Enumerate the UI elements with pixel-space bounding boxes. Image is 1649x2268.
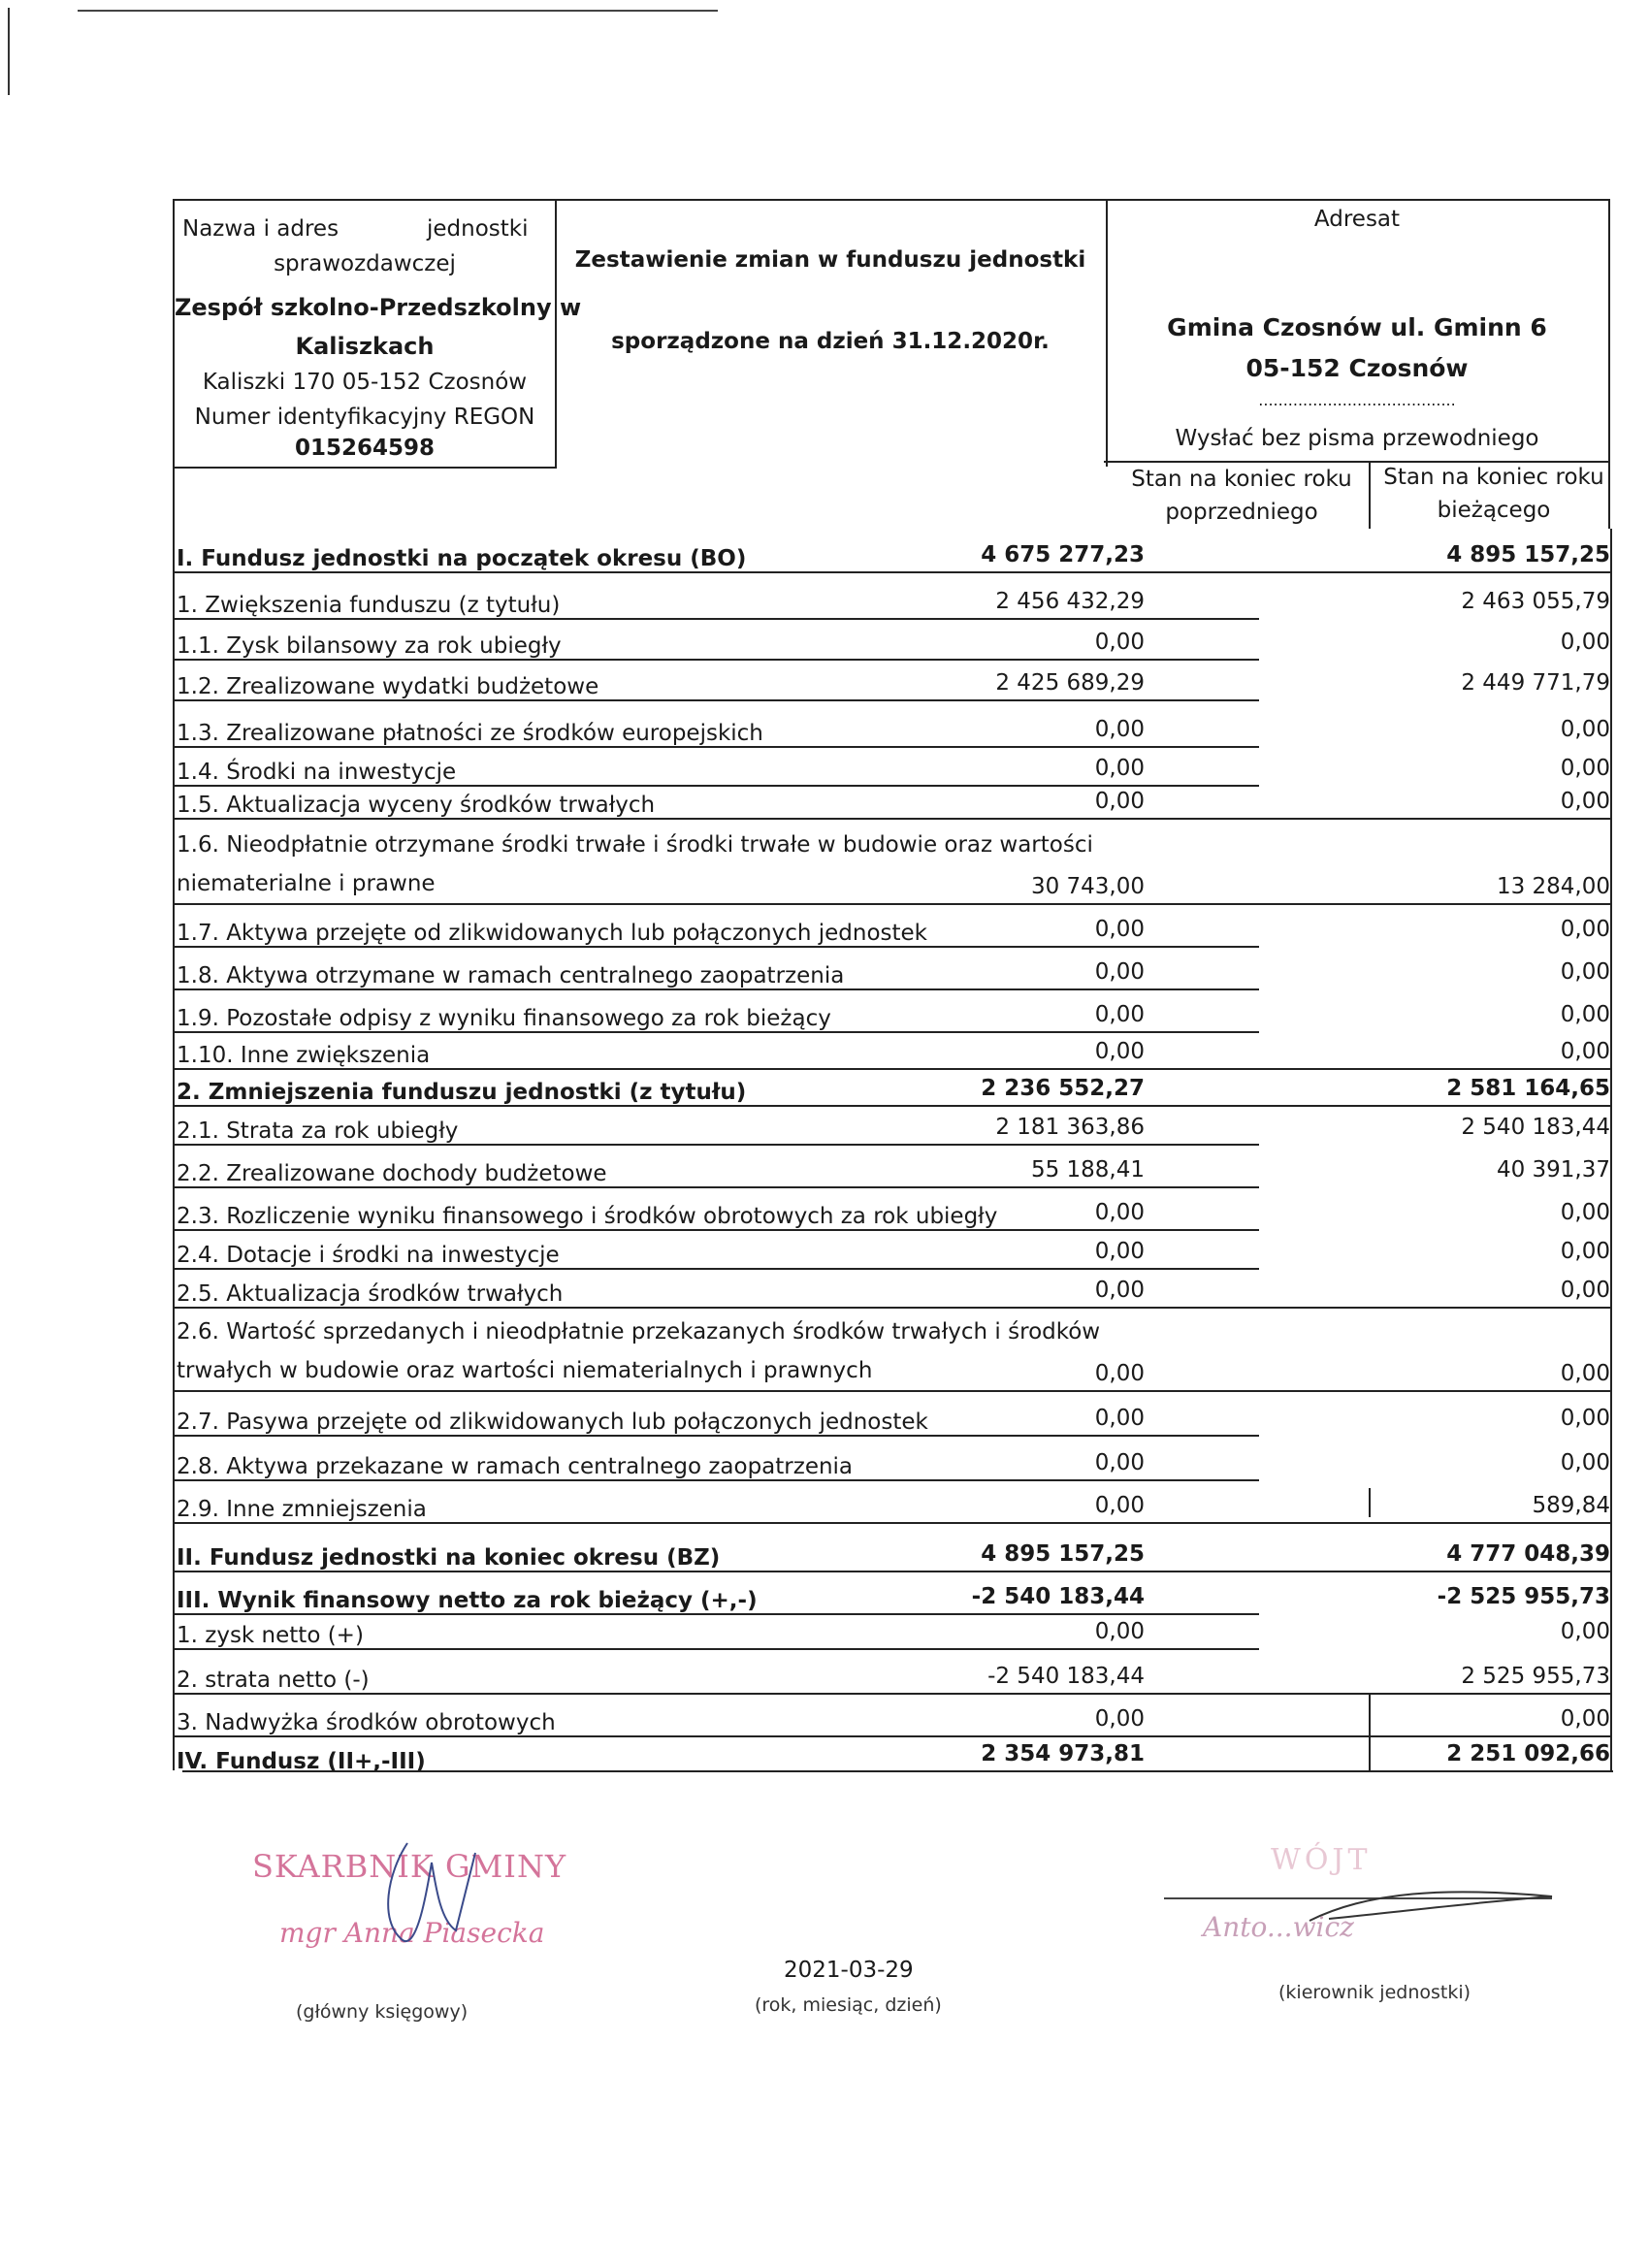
treasurer-signature [349, 1833, 504, 1960]
row-prev-value: -2 540 183,44 [987, 1664, 1145, 1689]
col-curr-line1: Stan na koniec roku [1383, 465, 1604, 490]
date-caption: (rok, miesiąc, dzień) [755, 1994, 942, 2016]
row-prev-value: 0,00 [1094, 1002, 1145, 1027]
row-label: 2.5. Aktualizacja środków trwałych [177, 1281, 564, 1307]
row-prev-value: 0,00 [1094, 756, 1145, 781]
table-row [173, 1615, 1610, 1650]
table-row [173, 787, 1610, 820]
table-row [173, 701, 1610, 748]
row-curr-value: 0,00 [1560, 756, 1610, 781]
table-row [173, 1481, 1610, 1524]
row-prev-value: 0,00 [1094, 1278, 1145, 1303]
row-curr-value: 2 525 955,73 [1461, 1664, 1610, 1689]
head-stamp-name: Anto...wicz [1203, 1911, 1354, 1943]
row-prev-value: 0,00 [1094, 1239, 1145, 1264]
row-prev-value: 0,00 [1094, 1361, 1145, 1386]
row-curr-value: 0,00 [1560, 1619, 1610, 1644]
row-curr-value: 2 463 055,79 [1461, 589, 1610, 614]
row-curr-value: 0,00 [1560, 1361, 1610, 1386]
row-prev-value: 0,00 [1094, 1706, 1145, 1732]
table-right-border [1610, 529, 1612, 1770]
table-row [173, 1524, 1610, 1572]
row-prev-value: 55 188,41 [1030, 1157, 1145, 1183]
title-cell [555, 201, 1108, 467]
row-label: III. Wynik finansowy netto za rok bieżący (+,-) [177, 1588, 758, 1613]
table-row [173, 1392, 1610, 1437]
treasurer-stamp-name: mgr Anna Piasecka [279, 1917, 545, 1949]
table-row [173, 573, 1610, 620]
row-curr-value: 0,00 [1560, 917, 1610, 942]
header-box [173, 199, 1610, 529]
row-label: IV. Fundusz (II+,-III) [177, 1749, 426, 1774]
row-curr-value: 2 251 092,66 [1446, 1741, 1610, 1766]
row-prev-value: 2 425 689,29 [995, 670, 1145, 696]
table-row [173, 1695, 1610, 1737]
row-label: 1. zysk netto (+) [177, 1623, 364, 1648]
row-prev-value: 30 743,00 [1030, 874, 1145, 899]
header-rule-left [175, 467, 555, 469]
table-row [173, 1737, 1610, 1774]
table-row [173, 529, 1610, 573]
col-prev-line1: Stan na koniec roku [1131, 467, 1352, 492]
row-curr-value: 589,84 [1532, 1493, 1610, 1518]
row-label: 1.5. Aktualizacja wyceny środków trwałych [177, 793, 656, 818]
table-row [173, 1188, 1610, 1231]
row-prev-value: 0,00 [1094, 1039, 1145, 1064]
row-curr-value: 2 449 771,79 [1461, 670, 1610, 696]
row-label: 2.6. Wartość sprzedanych i nieodpłatnie przekazanych środków trwałych i środków trwałych w budowie oraz wartości niematerialnych i prawnych [177, 1319, 1101, 1383]
table-row [173, 1309, 1610, 1392]
row-prev-value: 4 895 157,25 [981, 1541, 1145, 1567]
row-prev-value: 0,00 [1094, 1493, 1145, 1518]
row-label: 1. Zwiększenia funduszu (z tytułu) [177, 593, 561, 618]
row-curr-value: 0,00 [1560, 1239, 1610, 1264]
row-curr-value: 0,00 [1560, 1002, 1610, 1027]
row-label: 1.3. Zrealizowane płatności ze środków europejskich [177, 721, 763, 746]
table-row [173, 1437, 1610, 1481]
unit-name-line1: Zespół szkolno-Przedszkolny w [175, 294, 582, 321]
row-label: 2.1. Strata za rok ubiegły [177, 1118, 459, 1144]
row-curr-value: 2 540 183,44 [1461, 1115, 1610, 1140]
unit-address: Kaliszki 170 05-152 Czosnów [202, 370, 528, 395]
row-label: 1.10. Inne zwiększenia [177, 1043, 431, 1068]
row-curr-value: 0,00 [1560, 1278, 1610, 1303]
row-label: 2.9. Inne zmniejszenia [177, 1497, 427, 1522]
row-curr-value: 0,00 [1560, 717, 1610, 742]
addressee-dots: ........................................ [1258, 391, 1456, 409]
row-prev-value: 0,00 [1094, 1406, 1145, 1431]
treasurer-stamp-title: SKARBNIK GMINY [252, 1848, 567, 1885]
row-curr-value: -2 525 955,73 [1437, 1584, 1610, 1609]
row-curr-value: 0,00 [1560, 1200, 1610, 1225]
addressee-label: Adresat [1313, 207, 1401, 232]
table-row [173, 948, 1610, 990]
row-label: 1.8. Aktywa otrzymane w ramach centralnego zaopatrzenia [177, 963, 845, 988]
row-label: 2.7. Pasywa przejęte od zlikwidowanych lub połączonych jednostek [177, 1409, 928, 1435]
row-curr-value: 4 895 157,25 [1446, 542, 1610, 567]
table-row [173, 661, 1610, 701]
row-curr-value: 40 391,37 [1496, 1157, 1610, 1183]
row-curr-value: 2 581 164,65 [1446, 1076, 1610, 1101]
row-curr-value: 0,00 [1560, 630, 1610, 655]
send-note: Wysłać bez pisma przewodniego [1175, 426, 1539, 451]
col-prev-line2: poprzedniego [1165, 500, 1318, 525]
row-label: 1.6. Nieodpłatnie otrzymane środki trwałe i środki trwałe w budowie oraz wartości niematerialne i prawne [177, 832, 1093, 896]
table-row [173, 1033, 1610, 1070]
head-caption: (kierownik jednostki) [1278, 1982, 1471, 2003]
table-row [173, 1146, 1610, 1188]
unit-label-1b: jednostki [427, 216, 529, 242]
row-curr-value: 0,00 [1560, 959, 1610, 985]
table-row [173, 990, 1610, 1033]
row-prev-value: 0,00 [1094, 717, 1145, 742]
row-label: 1.1. Zysk bilansowy za rok ubiegły [177, 633, 562, 659]
row-prev-value: -2 540 183,44 [971, 1584, 1145, 1609]
row-prev-value: 0,00 [1094, 1200, 1145, 1225]
table-row [173, 820, 1610, 905]
col-curr-line2: bieżącego [1437, 498, 1551, 523]
document-title: Zestawienie zmian w funduszu jednostki [574, 247, 1086, 273]
row-prev-value: 0,00 [1094, 959, 1145, 985]
row-curr-value: 4 777 048,39 [1446, 1541, 1610, 1567]
addressee-cell [1106, 201, 1608, 529]
row-curr-value: 0,00 [1560, 1706, 1610, 1732]
row-label: 2.8. Aktywa przekazane w ramach centralnego zaopatrzenia [177, 1454, 854, 1479]
row-prev-value: 2 236 552,27 [981, 1076, 1145, 1101]
unit-label-2: sprawozdawczej [274, 251, 456, 276]
row-label: 2. strata netto (-) [177, 1668, 370, 1693]
column-split [1369, 461, 1371, 529]
row-prev-value: 0,00 [1094, 917, 1145, 942]
row-prev-value: 2 456 432,29 [995, 589, 1145, 614]
row-curr-value: 0,00 [1560, 1450, 1610, 1475]
table-row [173, 748, 1610, 787]
row-label: 2.2. Zrealizowane dochody budżetowe [177, 1161, 607, 1186]
table-row [173, 620, 1610, 661]
row-prev-value: 0,00 [1094, 630, 1145, 655]
row-label: 1.7. Aktywa przejęte od zlikwidowanych lub połączonych jednostek [177, 921, 928, 946]
row-prev-value: 4 675 277,23 [981, 542, 1145, 567]
row-label: 1.9. Pozostałe odpisy z wyniku finansowego za rok bieżący [177, 1006, 831, 1031]
row-prev-value: 0,00 [1094, 1619, 1145, 1644]
row-prev-value: 2 181 363,86 [995, 1115, 1145, 1140]
row-curr-value: 13 284,00 [1496, 874, 1610, 899]
unit-label-1: Nazwa i adres [182, 216, 340, 242]
table-row [173, 1070, 1610, 1107]
row-label: 3. Nadwyżka środków obrotowych [177, 1710, 556, 1735]
table-row [173, 1107, 1610, 1146]
row-prev-value: 2 354 973,81 [981, 1741, 1145, 1766]
reporting-unit-cell [175, 201, 582, 469]
regon-label: Numer identyfikacyjny REGON [194, 405, 535, 430]
row-label: II. Fundusz jednostki na koniec okresu (BZ) [177, 1545, 721, 1571]
row-prev-value: 0,00 [1094, 789, 1145, 814]
addressee-line1: Gmina Czosnów ul. Gminn 6 [1167, 313, 1547, 341]
row-curr-value: 0,00 [1560, 1039, 1610, 1064]
table-bottom-rule [182, 1770, 1613, 1772]
date-value: 2021-03-29 [784, 1958, 914, 1983]
row-label: 1.2. Zrealizowane wydatki budżetowe [177, 674, 599, 699]
head-stamp-title: WÓJT [1271, 1843, 1372, 1877]
addressee-line2: 05-152 Czosnów [1245, 354, 1469, 382]
table-row [173, 1231, 1610, 1270]
table-row [173, 1270, 1610, 1309]
top-rule [78, 10, 718, 12]
accountant-caption: (główny księgowy) [296, 2001, 469, 2023]
row-prev-value: 0,00 [1094, 1450, 1145, 1475]
unit-name-line2: Kaliszkach [295, 333, 435, 360]
table-row [173, 905, 1610, 948]
regon-value: 015264598 [294, 436, 436, 461]
row-label: 2.4. Dotacje i środki na inwestycje [177, 1243, 560, 1268]
row-label: I. Fundusz jednostki na początek okresu (BO) [177, 546, 747, 571]
row-label: 1.4. Środki na inwestycje [177, 760, 457, 785]
header-rule-right [1104, 461, 1610, 463]
table-row [173, 1650, 1610, 1695]
row-curr-value: 0,00 [1560, 789, 1610, 814]
row-label: 2.3. Rozliczenie wyniku finansowego i środków obrotowych za rok ubiegły [177, 1204, 998, 1229]
page-edge-mark [8, 8, 10, 95]
row-label: 2. Zmniejszenia funduszu jednostki (z tytułu) [177, 1080, 747, 1105]
document-date: sporządzone na dzień 31.12.2020r. [611, 329, 1050, 354]
row-curr-value: 0,00 [1560, 1406, 1610, 1431]
table-row [173, 1572, 1610, 1615]
